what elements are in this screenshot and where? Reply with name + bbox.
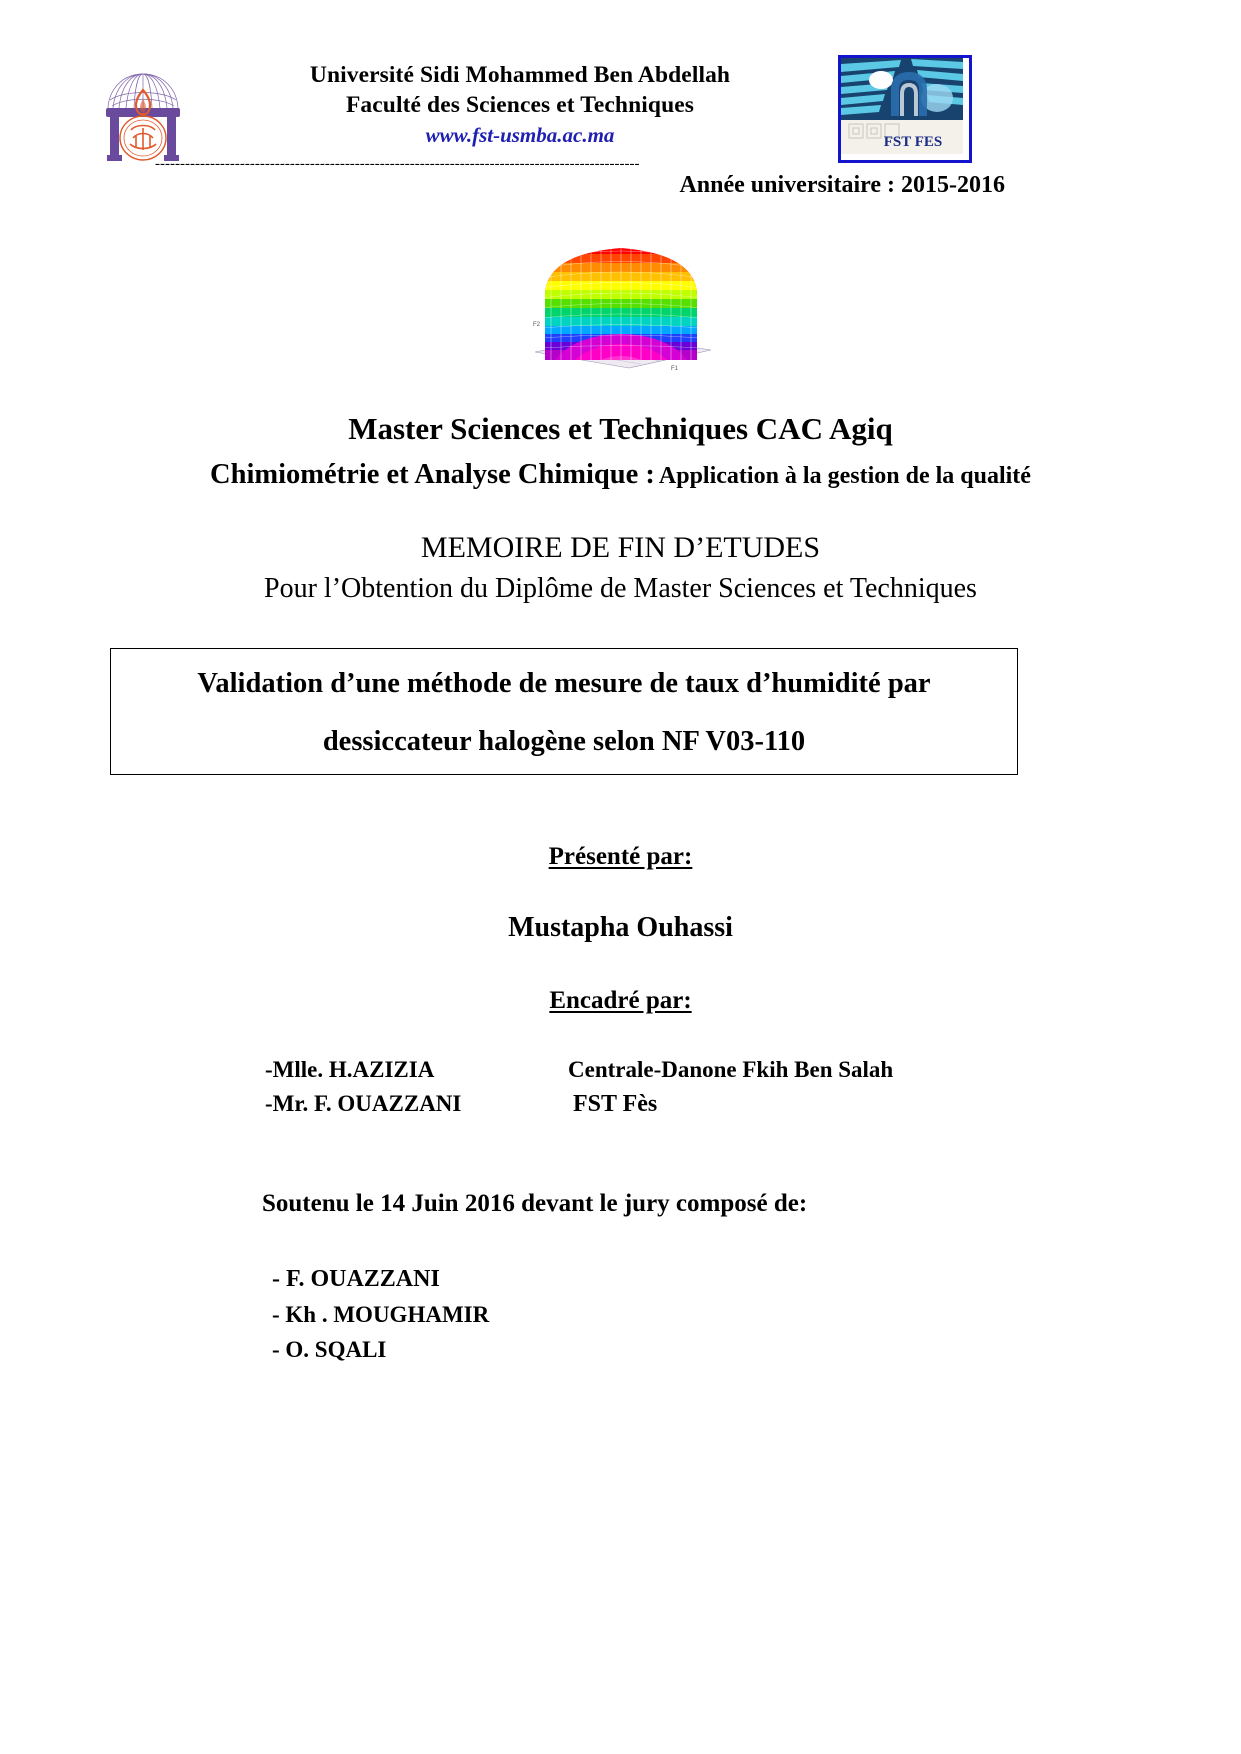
header-institution-text	[200, 60, 840, 150]
presented-by-label: Présenté par:	[548, 843, 693, 870]
fst-fes-logo	[838, 55, 972, 163]
axis-label-f1: F1	[670, 366, 678, 372]
faculty-name: Faculté des Sciences et Techniques	[345, 92, 695, 118]
academic-year: Année universitaire : 2015-2016	[679, 172, 1005, 198]
specialty-line	[0, 455, 1241, 499]
defense-statement: Soutenu le 14 Juin 2016 devant le jury composé de:	[262, 1190, 808, 1217]
university-name: Université Sidi Mohammed Ben Abdellah	[309, 62, 731, 88]
header-divider: -------------------------------------------------------------------------------------------------	[155, 156, 640, 172]
page-header	[0, 48, 1241, 172]
supervisor-row	[265, 1091, 1025, 1125]
specialty-main: Chimiométrie et Analyse Chimique :	[210, 459, 655, 490]
author-name: Mustapha Ouhassi	[508, 912, 733, 943]
document-type: MEMOIRE DE FIN D’ETUDES	[420, 531, 821, 564]
author-section	[0, 912, 1241, 944]
supervised-by-label: Encadré par:	[549, 987, 692, 1014]
document-purpose: Pour l’Obtention du Diplôme de Master Sciences et Techniques	[264, 573, 977, 604]
thesis-subject-box	[110, 648, 1018, 775]
axis-label-f2: F2	[532, 322, 540, 328]
cover-figure	[0, 228, 1241, 373]
jury-member: - F. OUAZZANI	[272, 1266, 440, 1292]
jury-list	[272, 1262, 872, 1367]
supervised-by-section	[0, 987, 1241, 1015]
surface-plot	[521, 228, 721, 373]
faculty-website: www.fst-usmba.ac.ma	[425, 123, 615, 147]
specialty-sub: Application à la gestion de la qualité	[658, 463, 1031, 489]
supervisor-name: -Mlle. H.AZIZIA	[265, 1057, 435, 1082]
supervisor-row	[265, 1057, 1025, 1091]
thesis-subject-line-1: Validation d’une méthode de mesure de taux d’humidité par	[197, 668, 931, 699]
university-logo-svg	[100, 52, 186, 162]
jury-member: - Kh . MOUGHAMIR	[272, 1302, 490, 1327]
supervisor-affiliation: Centrale-Danone Fkih Ben Salah	[568, 1057, 894, 1082]
supervisor-affiliation: FST Fès	[573, 1091, 658, 1117]
master-program-title: Master Sciences et Techniques CAC Agiq	[348, 411, 893, 446]
fst-fes-logo-label: FST FES	[883, 134, 943, 150]
thesis-subject-line-2: dessiccateur halogène selon NF V03-110	[322, 726, 806, 757]
supervisor-list	[265, 1057, 1025, 1125]
jury-member: - O. SQALI	[272, 1337, 387, 1362]
presented-by-section	[0, 843, 1241, 871]
surface-plot-svg	[521, 228, 721, 373]
supervisor-name: -Mr. F. OUAZZANI	[265, 1091, 462, 1116]
fst-fes-logo-svg	[841, 58, 963, 154]
university-logo	[100, 52, 186, 162]
